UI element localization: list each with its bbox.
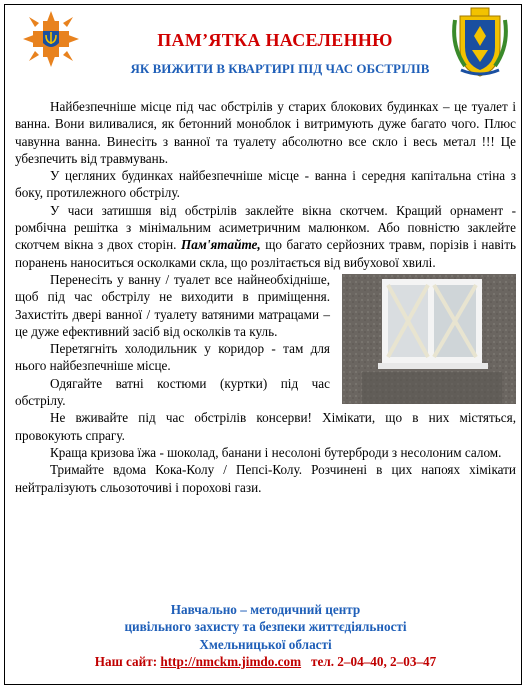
paragraph-window-tape: У часи затишшя від обстрілів заклейте вікна скотчем. Кращий орнамент - ромбічна решітка з мінімальним асиметричним малюнком. Або повністю заклейте скотчем вікна з двох сторін. Пам'ятайте, що багато серйозних травм, порізів і навіть поранень наноситься осколками скла, що розлітається від вибухової хвилі. [15, 202, 516, 270]
page-subtitle: ЯК ВИЖИТИ В КВАРТИРІ ПІД ЧАС ОБСТРІЛІВ [130, 61, 430, 76]
memo-body [15, 98, 516, 496]
state-emergency-service-emblem-icon [21, 9, 81, 69]
paragraph-padded-clothes: Одягайте ватні костюми (куртки) під час обстрілу. [15, 375, 330, 409]
taped-window-photo [342, 274, 516, 404]
center-name-line2: цивільного захисту та безпеки життєдіяльності [124, 619, 407, 635]
paragraph-fridge: Перетягніть холодильник у коридор - там для нього найбезпечніше місце. [15, 341, 330, 374]
center-name-line1: Навчально – методичний центр [170, 602, 361, 617]
site-label: Наш сайт: [94, 654, 158, 670]
site-link[interactable]: http://nmckm.jimdo.com [160, 654, 302, 670]
paragraph-move-essentials: Перенесіть у ванну / туалет все найнеобхідніше, щоб під час обстрілу не виходити в приміщення. Захистіть двері ванної / туалету ватяними матрацами – це дуже ефективний засіб від осколків та куль. [15, 271, 330, 339]
khmelnytskyi-coat-of-arms-icon [451, 6, 509, 78]
paragraph-cola: Тримайте вдома Кока-Колу / Пепсі-Колу. Розчинені в цих напоях хімікати нейтралізують сльозоточиві і порохові гази. [15, 462, 516, 495]
phone-numbers: тел. 2–04–40, 2–03–47 [310, 654, 437, 670]
footer [15, 601, 516, 671]
paragraph-bathroom: Найбезпечніше місце під час обстрілів у старих блокових будинках – це туалет і ванна. Вони виливалися, як бетонний моноблок і витримують дуже багато чого. Плюс чавунна ванна. Винесіть з ванної та туалету абсолютно все скло і весь метал !!! Це убезпечить від травмувань. [15, 99, 516, 166]
paragraph-crisis-food: Краща кризова їжа - шоколад, банани і несолоні бутерброди з несолоним салом. [50, 444, 502, 460]
paragraph-brick-houses: У цегляних будинках найбезпечніше місце - ванна і середня капітальна стіна з боку, протилежного обстрілу. [15, 168, 516, 201]
remember-emphasis: Пам'ятайте, [180, 237, 261, 253]
center-name-line3: Хмельницької області [199, 636, 332, 652]
paragraph-canned-food: Не вживайте під час обстрілів консерви! Хімікати, що в них містяться, провокують спрагу. [15, 410, 516, 443]
contact-line [15, 653, 516, 670]
page-title: ПАМ’ЯТКА НАСЕЛЕННЮ [157, 30, 393, 50]
